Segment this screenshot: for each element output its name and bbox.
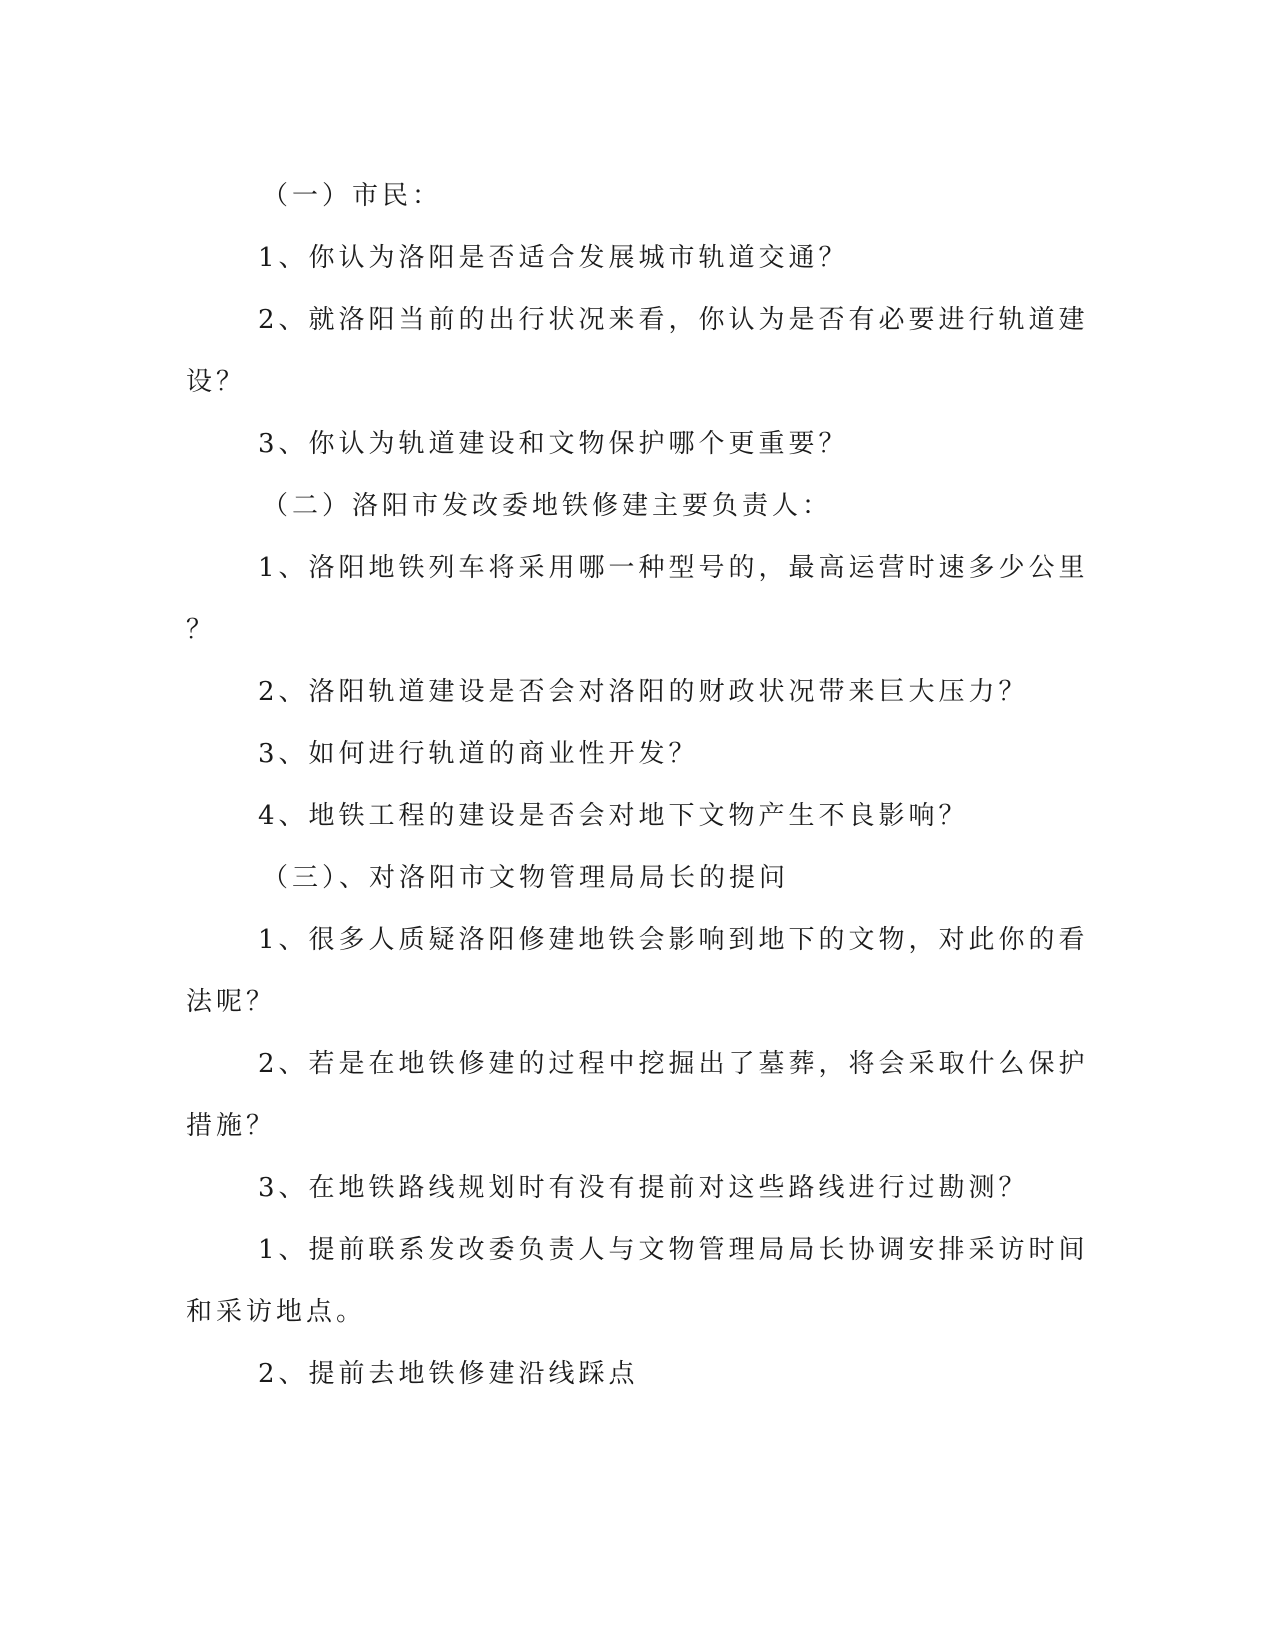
question-relics-1: 1、很多人质疑洛阳修建地铁会影响到地下的文物，对此你的看	[258, 925, 1089, 955]
question-ndrc-3: 3、如何进行轨道的商业性开发？	[258, 739, 699, 769]
section-heading-cultural-relics: （三）、对洛阳市文物管理局局长的提问	[262, 863, 790, 893]
question-relics-2-continuation: 措施？	[186, 1111, 277, 1141]
document-body	[186, 165, 1089, 1405]
section-heading-ndrc: （二）洛阳市发改委地铁修建主要负责人：	[262, 491, 833, 521]
question-citizens-3: 3、你认为轨道建设和文物保护哪个更重要？	[258, 429, 849, 459]
question-citizens-2: 2、就洛阳当前的出行状况来看，你认为是否有必要进行轨道建	[258, 305, 1089, 335]
section-heading-citizens: （一）市民：	[262, 181, 443, 211]
question-relics-2: 2、若是在地铁修建的过程中挖掘出了墓葬，将会采取什么保护	[258, 1049, 1089, 1079]
preparation-item-2: 2、提前去地铁修建沿线踩点	[258, 1359, 639, 1389]
question-citizens-1: 1、你认为洛阳是否适合发展城市轨道交通？	[258, 243, 849, 273]
preparation-item-1-continuation: 和采访地点。	[186, 1297, 367, 1327]
question-ndrc-4: 4、地铁工程的建设是否会对地下文物产生不良影响？	[258, 801, 969, 831]
question-citizens-2-continuation: 设？	[186, 367, 247, 397]
question-relics-3: 3、在地铁路线规划时有没有提前对这些路线进行过勘测？	[258, 1173, 1029, 1203]
question-ndrc-2: 2、洛阳轨道建设是否会对洛阳的财政状况带来巨大压力？	[258, 677, 1029, 707]
preparation-item-1: 1、提前联系发改委负责人与文物管理局局长协调安排采访时间	[258, 1235, 1089, 1265]
question-ndrc-1-continuation: ？	[186, 615, 217, 645]
question-relics-1-continuation: 法呢？	[186, 987, 277, 1017]
question-ndrc-1: 1、洛阳地铁列车将采用哪一种型号的，最高运营时速多少公里	[258, 553, 1089, 583]
